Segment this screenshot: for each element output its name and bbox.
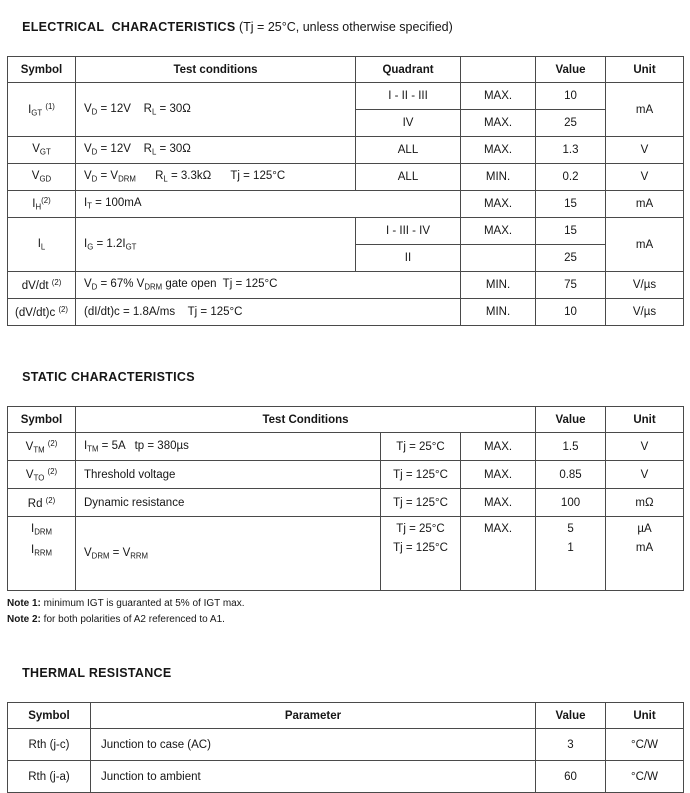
conditions-cell: $I_G = 1.2I_{GT}$ [76, 218, 356, 272]
note-2-text: for both polarities of A2 referenced to A1. [40, 614, 225, 626]
unit-line-2: mA [635, 542, 654, 554]
criterion-cell [461, 517, 536, 591]
value-cell: 15 [536, 218, 606, 245]
value-cell: 75 [536, 272, 606, 299]
note-1-label: Note 1: [7, 598, 41, 610]
column-header-parameter: Parameter [91, 703, 536, 729]
table-row [8, 729, 684, 761]
note-2-label: Note 2: [7, 614, 41, 626]
quadrant-cell: II [356, 245, 461, 272]
electrical-table [7, 56, 684, 326]
criterion-cell: MAX. [461, 461, 536, 489]
table-row [8, 433, 684, 461]
table-row [8, 761, 684, 793]
unit-cell: V/µs [606, 272, 684, 299]
table-row [8, 83, 684, 110]
value-line-1: 5 [567, 523, 574, 535]
value-cell: 1.3 [536, 137, 606, 164]
symbol-cell: $I_{GT}$ $^{(1)}$ [8, 83, 76, 137]
table-row [8, 489, 684, 517]
conditions-cell [76, 517, 381, 591]
tj-cell: Tj = 125°C [381, 489, 461, 517]
table-row [8, 517, 684, 591]
static-title-text: STATIC CHARACTERISTICS [22, 370, 195, 384]
electrical-title-conditions: (Tj = 25°C, unless otherwise specified) [235, 20, 453, 34]
criterion-cell: MIN. [461, 299, 536, 326]
table-row [8, 272, 684, 299]
table-row [8, 137, 684, 164]
unit-cell: mA [606, 191, 684, 218]
column-header-value: Value [536, 57, 606, 83]
column-header-unit: Unit [606, 57, 684, 83]
table-row [8, 164, 684, 191]
criterion-cell: MAX. [461, 191, 536, 218]
conditions-cell: Threshold voltage [76, 461, 381, 489]
table-row [8, 299, 684, 326]
symbol-cell: $V_{GT}$ [8, 137, 76, 164]
unit-line-1: µA [637, 523, 652, 535]
electrical-header-row [8, 57, 684, 83]
thermal-title-text: THERMAL RESISTANCE [22, 666, 172, 681]
column-header-symbol: Symbol [8, 407, 76, 433]
unit-cell [606, 517, 684, 591]
column-header-conditions: Test conditions [76, 57, 356, 83]
symbol-cell: $I_H^{(2)}$ [8, 191, 76, 218]
note-2 [7, 612, 683, 628]
criterion-cell: MAX. [461, 218, 536, 245]
symbol-cell: Rth (j-c) [8, 729, 91, 761]
criterion-line: MAX. [483, 523, 513, 535]
column-header-quadrant: Quadrant [356, 57, 461, 83]
criterion-cell: MAX. [461, 83, 536, 110]
symbol-cell: $V_{TM}$ $^{(2)}$ [8, 433, 76, 461]
criterion-cell: MIN. [461, 164, 536, 191]
electrical-section-title [7, 6, 683, 48]
symbol-cell: (dV/dt)c $^{(2)}$ [8, 299, 76, 326]
unit-cell: mA [606, 83, 684, 137]
thermal-table [7, 702, 684, 793]
conditions-cell: $V_D = 12V$ $R_L = 30\Omega$ [76, 83, 356, 137]
quadrant-cell: ALL [356, 137, 461, 164]
conditions-cell: $I_T = 100mA$ [76, 191, 461, 218]
column-header-conditions: Test Conditions [76, 407, 536, 433]
tj-line-2: Tj = 125°C [393, 542, 448, 554]
criterion-cell: MAX. [461, 137, 536, 164]
column-header-unit: Unit [606, 703, 684, 729]
quadrant-cell: IV [356, 110, 461, 137]
unit-cell: V/µs [606, 299, 684, 326]
conditions-cell: $I_{TM} = 5A$ tp = 380µs [76, 433, 381, 461]
conditions-line: $V_{DRM} = V_{RRM}$ [84, 547, 149, 561]
conditions-cell: (dI/dt)c = 1.8A/ms Tj = 125°C [76, 299, 461, 326]
symbol-cell [8, 517, 76, 591]
symbol-cell: Rd $^{(2)}$ [8, 489, 76, 517]
column-header-unit: Unit [606, 407, 684, 433]
note-1-text: minimum IGT is guaranted at 5% of IGT max. [40, 598, 245, 610]
unit-cell: V [606, 137, 684, 164]
conditions-cell: $V_D = 67\%$ $V_{DRM}$ gate open Tj = 125°C [76, 272, 461, 299]
conditions-cell: Dynamic resistance [76, 489, 381, 517]
value-cell: 100 [536, 489, 606, 517]
quadrant-cell: ALL [356, 164, 461, 191]
value-cell: 0.85 [536, 461, 606, 489]
quadrant-cell: I - III - IV [356, 218, 461, 245]
notes [7, 596, 683, 628]
symbol-cell: dV/dt $^{(2)}$ [8, 272, 76, 299]
table-row [8, 191, 684, 218]
value-cell: 15 [536, 191, 606, 218]
column-header-criterion [461, 57, 536, 83]
criterion-cell: MIN. [461, 272, 536, 299]
conditions-cell: $V_D = 12V$ $R_L = 30\Omega$ [76, 137, 356, 164]
thermal-header-row [8, 703, 684, 729]
column-header-symbol: Symbol [8, 57, 76, 83]
unit-cell: mΩ [606, 489, 684, 517]
quadrant-cell: I - II - III [356, 83, 461, 110]
tj-cell: Tj = 125°C [381, 461, 461, 489]
static-section-title [7, 356, 683, 398]
static-table [7, 406, 684, 591]
tj-cell [381, 517, 461, 591]
unit-cell: °C/W [606, 761, 684, 793]
value-cell: 25 [536, 245, 606, 272]
value-cell [536, 517, 606, 591]
symbol-cell: $V_{TO}$ $^{(2)}$ [8, 461, 76, 489]
value-cell: 60 [536, 761, 606, 793]
criterion-cell: MAX. [461, 110, 536, 137]
value-line-2: 1 [567, 542, 574, 554]
unit-cell: °C/W [606, 729, 684, 761]
value-cell: 0.2 [536, 164, 606, 191]
value-cell: 10 [536, 83, 606, 110]
note-1 [7, 596, 683, 612]
parameter-cell: Junction to case (AC) [91, 729, 536, 761]
tj-line-1: Tj = 25°C [396, 523, 445, 535]
value-cell: 1.5 [536, 433, 606, 461]
criterion-cell: MAX. [461, 433, 536, 461]
column-header-value: Value [536, 703, 606, 729]
value-cell: 10 [536, 299, 606, 326]
symbol-cell: $I_L$ [8, 218, 76, 272]
value-cell: 3 [536, 729, 606, 761]
criterion-cell: MAX. [461, 489, 536, 517]
symbol-cell: Rth (j-a) [8, 761, 91, 793]
symbol-line-irrm: $I_{RRM}$ [31, 544, 52, 558]
unit-cell: V [606, 164, 684, 191]
parameter-cell: Junction to ambient [91, 761, 536, 793]
value-cell: 25 [536, 110, 606, 137]
conditions-cell: $V_D = V_{DRM}$ $R_L = 3.3k\Omega$ Tj = 125°C [76, 164, 356, 191]
unit-cell: mA [606, 218, 684, 272]
static-header-row [8, 407, 684, 433]
thermal-section-title [7, 652, 683, 694]
column-header-symbol: Symbol [8, 703, 91, 729]
tj-cell: Tj = 25°C [381, 433, 461, 461]
unit-cell: V [606, 433, 684, 461]
column-header-value: Value [536, 407, 606, 433]
symbol-cell: $V_{GD}$ [8, 164, 76, 191]
unit-cell: V [606, 461, 684, 489]
table-row [8, 461, 684, 489]
table-row [8, 218, 684, 245]
symbol-line-idrm: $I_{DRM}$ [31, 523, 52, 537]
criterion-cell [461, 245, 536, 272]
electrical-title-text: ELECTRICAL CHARACTERISTICS [22, 20, 236, 34]
